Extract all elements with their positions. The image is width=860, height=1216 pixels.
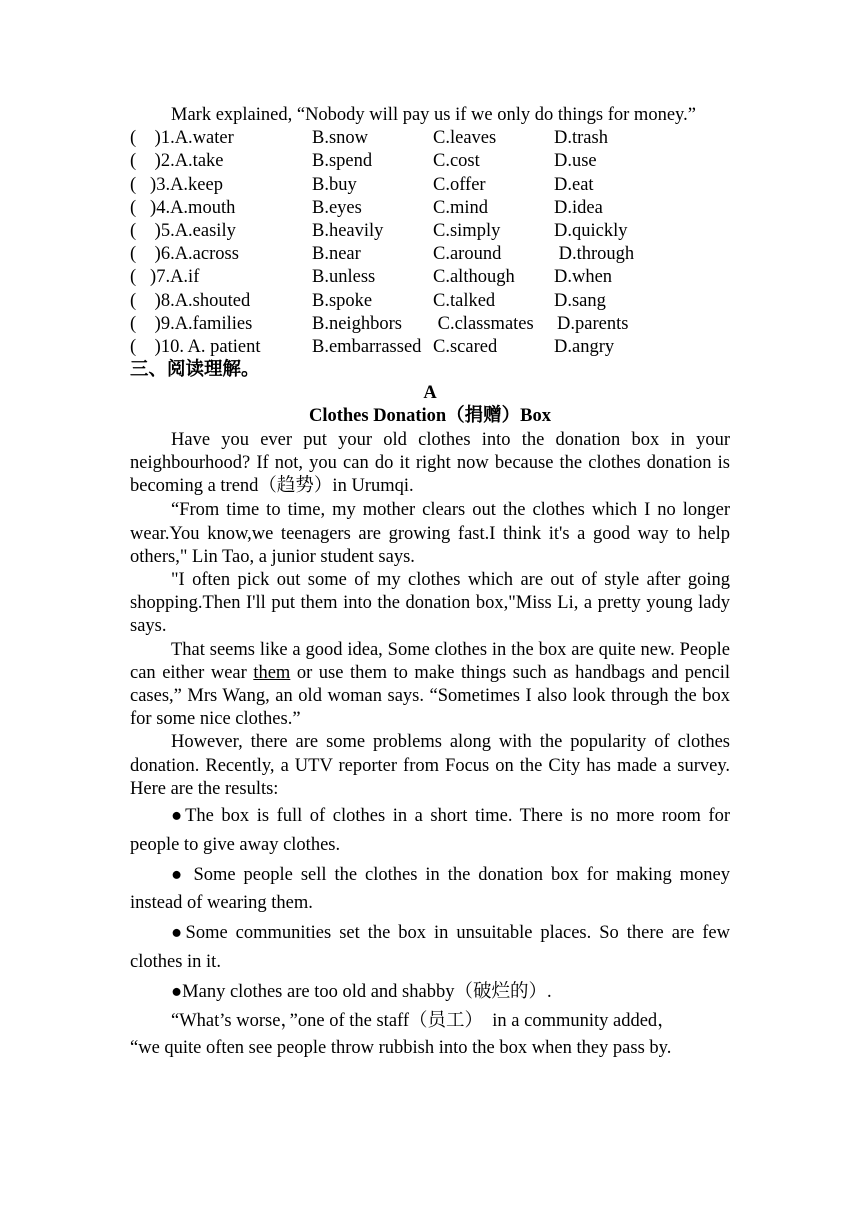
closing-line-2: “we quite often see people throw rubbish into the box when they pass by. <box>130 1037 672 1058</box>
paragraph-1: Have you ever put your old clothes into the donation box in your neighbourhood? If not, you can do it right now because the clothes donation is becoming a trend（趋势）in Urumqi. <box>130 429 730 497</box>
option-b: B.spoke <box>312 290 373 311</box>
bullet-item: ●Many clothes are too old and shabby（破烂的）. <box>171 981 552 1002</box>
section-heading: 三、阅读理解。 <box>130 360 260 381</box>
option-d: D.through <box>554 244 635 265</box>
question-list <box>130 127 730 359</box>
option-d: D.use <box>554 151 597 172</box>
option-b: B.embarrassed <box>312 336 422 357</box>
option-c: C.although <box>433 267 515 288</box>
underlined-word: them <box>253 662 291 683</box>
option-c: C.classmates <box>433 313 534 334</box>
option-d: D.quickly <box>554 220 628 241</box>
intro-paragraph: Mark explained, “Nobody will pay us if we only do things for money.” <box>171 105 696 125</box>
option-c: C.around <box>433 244 502 265</box>
question-row <box>130 197 730 220</box>
option-c: C.leaves <box>433 128 497 149</box>
question-row <box>130 266 730 289</box>
document-page <box>130 104 730 1061</box>
question-option-a: ( )8.A.shouted <box>130 290 251 311</box>
question-row <box>130 150 730 173</box>
question-row <box>130 290 730 313</box>
question-option-a: ( )9.A.families <box>130 313 253 334</box>
bullet-item: ●The box is full of clothes in a short time. There is no more room for people to give away clothes. <box>130 806 730 855</box>
option-d: D.eat <box>554 174 594 195</box>
question-row <box>130 220 730 243</box>
option-c: C.mind <box>433 197 488 218</box>
question-option-a: ( )1.A.water <box>130 128 234 149</box>
question-option-a: ( )7.A.if <box>130 267 200 288</box>
option-c: C.offer <box>433 174 486 195</box>
option-d: D.parents <box>557 313 629 334</box>
paragraph-5: However, there are some problems along with the popularity of clothes donation. Recently, a UTV reporter from Focus on the City has made a survey. Here are the results: <box>130 732 730 799</box>
paragraph-4-text-start: That seems like a good idea, Some clothes in the box are quite new. People can either wear <box>130 639 730 683</box>
option-d: D.trash <box>554 128 608 149</box>
option-d: D.angry <box>554 336 615 357</box>
option-c: C.scared <box>433 336 498 357</box>
bullet-item: ● Some people sell the clothes in the donation box for making money instead of wearing them. <box>130 864 730 914</box>
bullet-item: ●Some communities set the box in unsuitable places. So there are few clothes in it. <box>130 923 730 972</box>
question-option-a: ( )4.A.mouth <box>130 197 236 218</box>
option-b: B.neighbors <box>312 313 402 334</box>
paragraph-2: “From time to time, my mother clears out the clothes which I no longer wear.You know,we teenagers are growing fast.I think it's a good way to help others," Lin Tao, a junior student says. <box>130 500 730 567</box>
passage-letter: A <box>423 383 437 404</box>
option-b: B.near <box>312 244 361 265</box>
question-option-a: ( )10. A. patient <box>130 336 261 357</box>
closing-line-1: “What’s worse，”one of the staff（员工） in a community added， <box>171 1010 676 1031</box>
question-row <box>130 313 730 336</box>
option-b: B.eyes <box>312 197 362 218</box>
question-row <box>130 174 730 197</box>
option-c: C.simply <box>433 220 501 241</box>
paragraph-4-text-end: or use them to make things such as handbags and pencil cases,” Mrs Wang, an old woman says. “Sometimes I also look through the box for some nice clothes.” <box>130 662 730 730</box>
question-option-a: ( )6.A.across <box>130 244 239 265</box>
passage-title: Clothes Donation（捐赠）Box <box>308 406 552 427</box>
question-option-a: ( )3.A.keep <box>130 174 223 195</box>
option-b: B.snow <box>312 128 369 149</box>
question-row <box>130 127 730 150</box>
option-c: C.cost <box>433 151 480 172</box>
paragraph-3: "I often pick out some of my clothes which are out of style after going shopping.Then I'll put them into the donation box,"Miss Li, a pretty young lady says. <box>130 569 730 637</box>
option-c: C.talked <box>433 290 496 311</box>
option-b: B.unless <box>312 267 376 288</box>
option-d: D.idea <box>554 197 603 218</box>
option-d: D.sang <box>554 290 606 311</box>
option-b: B.buy <box>312 174 357 195</box>
question-option-a: ( )5.A.easily <box>130 220 236 241</box>
question-option-a: ( )2.A.take <box>130 151 224 172</box>
option-b: B.spend <box>312 151 373 172</box>
paragraph-4 <box>130 639 730 732</box>
question-row <box>130 243 730 266</box>
option-d: D.when <box>554 267 613 288</box>
option-b: B.heavily <box>312 220 384 241</box>
question-row <box>130 336 730 359</box>
